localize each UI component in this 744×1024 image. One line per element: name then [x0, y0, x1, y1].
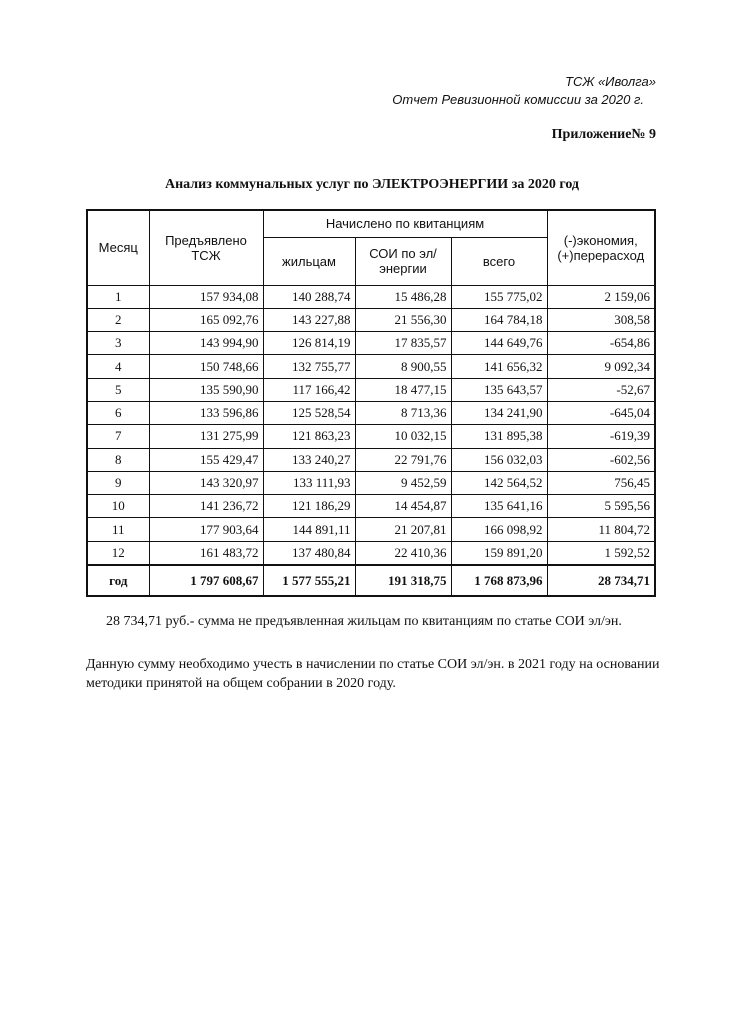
- table-row: [87, 285, 655, 308]
- cell-soi: 15 486,28: [355, 285, 451, 308]
- organization-name: ТСЖ «Иволга»: [565, 74, 656, 89]
- header-residents: жильцам: [263, 237, 355, 285]
- cell-billed: 155 429,47: [149, 448, 263, 471]
- cell-month: 6: [87, 401, 149, 424]
- table-row: [87, 541, 655, 565]
- cell-month: 2: [87, 308, 149, 331]
- cell-total: 131 895,38: [451, 425, 547, 448]
- cell-residents: 144 891,11: [263, 518, 355, 541]
- table-row: [87, 425, 655, 448]
- header-soi: СОИ по эл/энергии: [355, 237, 451, 285]
- cell-residents: 126 814,19: [263, 332, 355, 355]
- cell-total: 141 656,32: [451, 355, 547, 378]
- cell-month: 5: [87, 378, 149, 401]
- header-difference: (-)экономия, (+)перерасход: [547, 210, 655, 285]
- cell-soi: 22 791,76: [355, 448, 451, 471]
- cell-total: 134 241,90: [451, 401, 547, 424]
- cell-soi: 14 454,87: [355, 495, 451, 518]
- table-row: [87, 332, 655, 355]
- cell-soi: 8 900,55: [355, 355, 451, 378]
- electricity-table: [86, 209, 656, 597]
- cell-billed: 161 483,72: [149, 541, 263, 565]
- table-row: [87, 495, 655, 518]
- cell-month: 4: [87, 355, 149, 378]
- cell-difference: 2 159,06: [547, 285, 655, 308]
- header-charged-group: Начислено по квитанциям: [263, 210, 547, 237]
- total-label: год: [87, 565, 149, 596]
- table-row: [87, 518, 655, 541]
- cell-month: 10: [87, 495, 149, 518]
- cell-month: 7: [87, 425, 149, 448]
- cell-month: 12: [87, 541, 149, 565]
- cell-total: 135 643,57: [451, 378, 547, 401]
- cell-billed: 143 320,97: [149, 471, 263, 494]
- cell-residents: 140 288,74: [263, 285, 355, 308]
- cell-billed: 177 903,64: [149, 518, 263, 541]
- cell-soi: 18 477,15: [355, 378, 451, 401]
- cell-residents: 121 186,29: [263, 495, 355, 518]
- cell-residents: 137 480,84: [263, 541, 355, 565]
- cell-month: 11: [87, 518, 149, 541]
- cell-difference: 756,45: [547, 471, 655, 494]
- cell-residents: 125 528,54: [263, 401, 355, 424]
- table-row: [87, 471, 655, 494]
- cell-month: 1: [87, 285, 149, 308]
- cell-total: 156 032,03: [451, 448, 547, 471]
- cell-difference: -602,56: [547, 448, 655, 471]
- cell-residents: 117 166,42: [263, 378, 355, 401]
- cell-difference: 5 595,56: [547, 495, 655, 518]
- cell-soi: 10 032,15: [355, 425, 451, 448]
- total-row: [87, 565, 655, 596]
- summary-note: 28 734,71 руб.- сумма не предъявленная жильцам по квитанциям по статье СОИ эл/эн.: [106, 614, 622, 629]
- total-total: 1 768 873,96: [451, 565, 547, 596]
- cell-month: 9: [87, 471, 149, 494]
- table-row: [87, 355, 655, 378]
- cell-billed: 157 934,08: [149, 285, 263, 308]
- cell-billed: 150 748,66: [149, 355, 263, 378]
- cell-residents: 132 755,77: [263, 355, 355, 378]
- cell-difference: 1 592,52: [547, 541, 655, 565]
- cell-total: 142 564,52: [451, 471, 547, 494]
- header-billed-hoa: Предъявлено ТСЖ: [149, 210, 263, 285]
- cell-total: 155 775,02: [451, 285, 547, 308]
- cell-difference: 11 804,72: [547, 518, 655, 541]
- cell-residents: 133 111,93: [263, 471, 355, 494]
- total-residents: 1 577 555,21: [263, 565, 355, 596]
- cell-total: 159 891,20: [451, 541, 547, 565]
- cell-total: 164 784,18: [451, 308, 547, 331]
- header-month: Месяц: [87, 210, 149, 285]
- total-billed: 1 797 608,67: [149, 565, 263, 596]
- table-row: [87, 401, 655, 424]
- cell-total: 144 649,76: [451, 332, 547, 355]
- cell-soi: 21 556,30: [355, 308, 451, 331]
- cell-billed: 131 275,99: [149, 425, 263, 448]
- cell-billed: 143 994,90: [149, 332, 263, 355]
- cell-soi: 8 713,36: [355, 401, 451, 424]
- cell-billed: 165 092,76: [149, 308, 263, 331]
- cell-difference: 308,58: [547, 308, 655, 331]
- table-row: [87, 308, 655, 331]
- instruction-note: Данную сумму необходимо учесть в начислении по статье СОИ эл/эн. в 2021 году на основании методики принятой на общем собрании в 2020 году.: [86, 657, 660, 691]
- document-title: Анализ коммунальных услуг по ЭЛЕКТРОЭНЕРГИИ за 2020 год: [164, 177, 580, 192]
- cell-billed: 141 236,72: [149, 495, 263, 518]
- cell-month: 8: [87, 448, 149, 471]
- header-total: всего: [451, 237, 547, 285]
- cell-soi: 22 410,36: [355, 541, 451, 565]
- total-soi: 191 318,75: [355, 565, 451, 596]
- cell-difference: -52,67: [547, 378, 655, 401]
- cell-month: 3: [87, 332, 149, 355]
- table-row: [87, 448, 655, 471]
- total-difference: 28 734,71: [547, 565, 655, 596]
- table-row: [87, 378, 655, 401]
- cell-difference: -619,39: [547, 425, 655, 448]
- cell-difference: -654,86: [547, 332, 655, 355]
- cell-difference: -645,04: [547, 401, 655, 424]
- cell-soi: 9 452,59: [355, 471, 451, 494]
- cell-difference: 9 092,34: [547, 355, 655, 378]
- appendix-label: Приложение№ 9: [551, 127, 656, 142]
- cell-residents: 143 227,88: [263, 308, 355, 331]
- cell-total: 135 641,16: [451, 495, 547, 518]
- report-title: Отчет Ревизионной комиссии за 2020 г.: [392, 92, 644, 107]
- cell-soi: 21 207,81: [355, 518, 451, 541]
- cell-soi: 17 835,57: [355, 332, 451, 355]
- cell-residents: 121 863,23: [263, 425, 355, 448]
- cell-billed: 135 590,90: [149, 378, 263, 401]
- cell-billed: 133 596,86: [149, 401, 263, 424]
- cell-residents: 133 240,27: [263, 448, 355, 471]
- cell-total: 166 098,92: [451, 518, 547, 541]
